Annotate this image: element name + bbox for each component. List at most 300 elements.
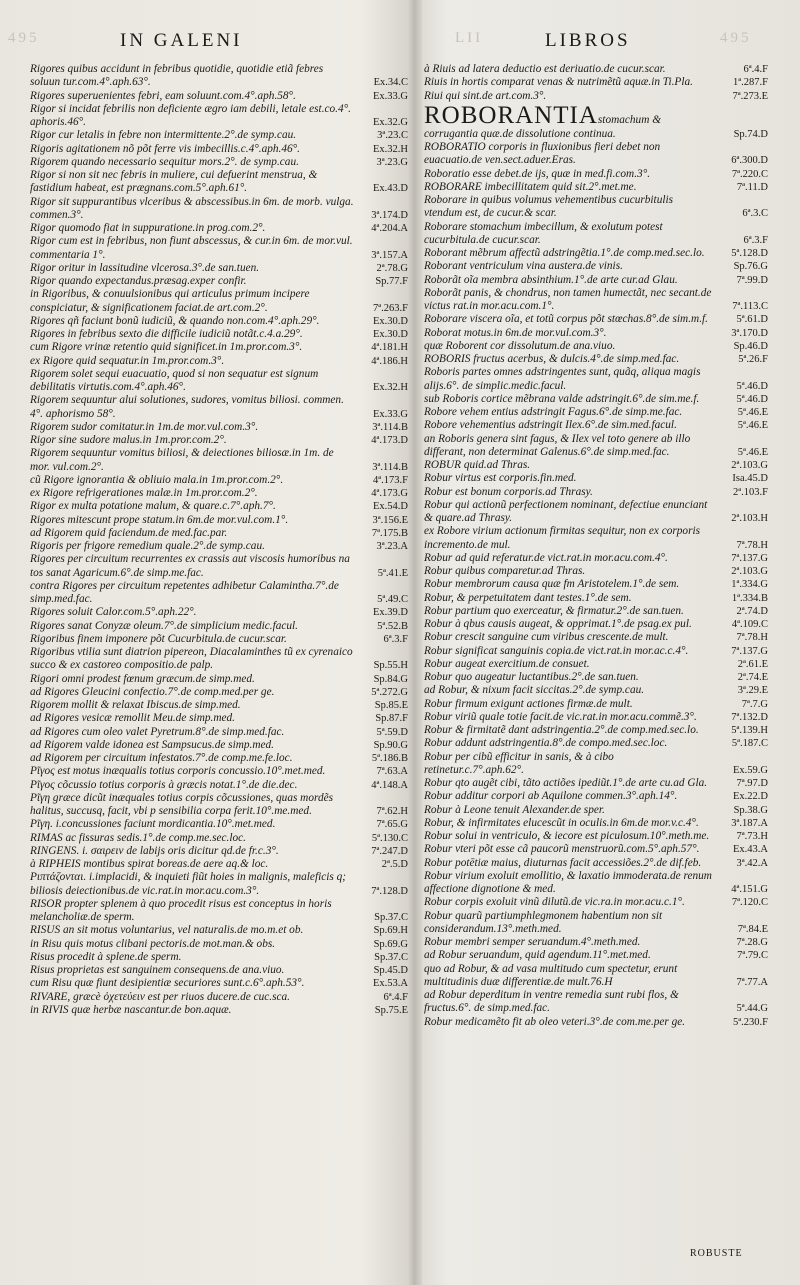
index-entry-text: Rigor sine sudore malus.in 1m.pror.com.2°.	[30, 434, 227, 446]
index-entry-text: Robur significat sanguinis copia.de vict.rat.in mor.ac.c.4°.	[424, 644, 689, 657]
index-entry-reference: 3ª.23.C	[377, 130, 408, 142]
index-entry	[30, 368, 408, 395]
index-entry-reference: 4ª.173.F	[373, 474, 408, 486]
index-entry	[424, 618, 768, 631]
index-entry-text: Robur virtus est corporis.fin.med.	[424, 472, 577, 485]
index-entry-text: Rigores mitescunt prope statum.in 6m.de mor.vul.com.1°.	[30, 513, 289, 526]
index-entry	[424, 684, 768, 697]
index-entry-text: Roborare stomachum imbecillum, & exolutum potest cucurbitula.de cucur.scar.	[424, 220, 663, 246]
index-entry	[30, 355, 408, 368]
index-entry-text: Rigorem sequuntur alui solutiones, sudores, vomitus biliosi. commen. 4°. aphorismo 58°.	[30, 394, 344, 420]
index-entry	[30, 262, 408, 275]
index-entry	[30, 527, 408, 540]
index-entry	[424, 393, 768, 406]
index-entry-text: Rigores soluit Calor.com.5°.aph.22°.	[30, 606, 197, 619]
bleed-through-left: 495	[8, 30, 40, 46]
catchword: ROBUSTE	[690, 1248, 743, 1259]
index-entry-reference: 5ª.26.F	[738, 354, 768, 365]
index-entry-text: Robur viriũ quale totie facit.de vic.rat.in mor.acu.commẽ.3°.	[424, 710, 697, 723]
page-gutter	[408, 0, 422, 1285]
index-entry-reference: 5ª.46.E	[737, 420, 768, 432]
index-entry-reference: 4ª.148.A	[371, 779, 408, 791]
index-entry	[30, 871, 408, 898]
index-entry-reference: 5ª.61.D	[736, 314, 768, 326]
index-entry	[30, 991, 408, 1004]
index-entry	[30, 765, 408, 778]
index-entry-reference: 3ª.170.D	[731, 327, 768, 339]
bleed-through-center: LII	[455, 30, 484, 46]
index-entry	[30, 328, 408, 341]
index-entry	[424, 194, 768, 221]
index-entry	[424, 578, 768, 591]
index-entry-reference: 5ª.128.D	[731, 248, 768, 259]
index-entry-text: à Riuis ad latera deductio est deriuatio.de cucur.scar.	[424, 63, 666, 75]
index-entry-reference: Sp.38.G	[733, 804, 768, 816]
index-entry-text: Robur membri semper seruandum.4°.meth.med.	[424, 936, 641, 948]
index-entry-text: quæ Roborent cor dissolutum.de ana.viuo.	[424, 339, 616, 352]
index-entry-reference: 3ª.157.A	[371, 249, 408, 261]
index-entry	[424, 327, 768, 340]
index-entry	[424, 936, 768, 949]
index-entry-reference: 7ª.63.A	[376, 766, 408, 778]
index-entry-reference: 3ª.156.E	[372, 514, 408, 526]
index-entry	[424, 340, 768, 353]
index-entry-reference: Ex.30.D	[373, 329, 408, 340]
index-entry	[30, 288, 408, 315]
index-entry-reference: 5ª.52.B	[377, 620, 408, 632]
index-entry-reference: Ex.59.G	[733, 764, 768, 776]
index-entry	[424, 724, 768, 737]
index-entry-text: ex Robore virium actionum firmitas sequitur, non ex corporis incremento.de mul.	[424, 525, 701, 551]
index-entry	[424, 896, 768, 909]
index-entry-text: Robore vehementius adstringit Ilex.6°.de sim.med.facul.	[424, 419, 677, 432]
index-entry-text: ad Rigores Gleucini confectio.7°.de comp.med.per ge.	[30, 685, 275, 698]
index-entry-text: Robore vehem entius adstringit Fagus.6°.de simp.me.fac.	[424, 406, 683, 418]
index-entry-reference: 4ª.204.A	[371, 223, 408, 234]
index-entry	[424, 103, 768, 141]
index-entry-reference: 7ª.128.D	[371, 885, 408, 897]
index-entry	[424, 989, 768, 1016]
index-entry-reference: 1ª.334.G	[731, 579, 768, 591]
index-entry	[424, 313, 768, 326]
index-entry	[30, 580, 408, 607]
index-entry-text: Rigori omni prodest fœnum græcum.de simp.med.	[30, 672, 255, 685]
index-entry	[30, 143, 408, 156]
index-entry-reference: 3ª.23.G	[376, 156, 408, 168]
index-entry-text: cũ Rigore ignorantia & obliuio mala.in 1m.pror.com.2°.	[30, 473, 284, 486]
index-entry	[30, 699, 408, 712]
index-entry-reference: 7ª.73.H	[736, 831, 768, 842]
index-entry-reference: 6ª.3.F	[743, 234, 768, 246]
index-entry-reference: 3ª.42.A	[736, 857, 768, 869]
index-entry	[424, 870, 768, 897]
index-entry	[30, 103, 408, 130]
index-entry-reference: Ex.43.A	[733, 844, 768, 856]
index-entry-text: Rigorem sudor comitatur.in 1m.de mor.vul.com.3°.	[30, 420, 259, 433]
index-entry-reference: 3ª.114.B	[372, 421, 408, 433]
index-entry-text: in Rigoribus, & conuulsionibus qui articulus primum incipere conspiciatur, & significationem faciat.de art.com.2°.	[30, 288, 310, 314]
index-entry-reference: 7ª.84.E	[737, 923, 768, 935]
index-entry-text: Rigor quomodo fiat in suppuratione.in prog.com.2°.	[30, 222, 266, 234]
index-entry-text: Risus procedit à splene.de sperm.	[30, 950, 182, 963]
index-entry	[30, 235, 408, 262]
index-entry-text: in RIVIS quæ herbæ nascantur.de bon.aquæ.	[30, 1003, 232, 1016]
index-entry	[424, 949, 768, 962]
index-entry-reference: 5ª.272.G	[371, 686, 408, 698]
index-entry-text: à RIPHEIS montibus spirat boreas.de aere aq.& loc.	[30, 858, 269, 870]
index-entry	[30, 222, 408, 235]
index-entry-reference: 7ª.273.E	[732, 90, 768, 102]
index-entry-reference: Ex.54.D	[373, 501, 408, 513]
index-entry	[30, 779, 408, 792]
index-entry	[424, 1016, 768, 1029]
index-entry-text: Robur addunt adstringentia.8°.de compo.med.sec.loc.	[424, 737, 668, 750]
index-entry-text: Riuis in hortis comparat venas & nutrimẽtũ aquæ.in Ti.Pla.	[424, 76, 693, 89]
index-entry-text: Rigor quando expectandus.præsag.exper confir.	[30, 275, 247, 287]
index-entry-reference: 7ª.62.H	[376, 806, 408, 817]
index-entry-reference: Sp.69.H	[373, 925, 408, 937]
index-entry	[30, 898, 408, 925]
index-entry-text: RINGENS. i. σαιρειν de labijs oris dicitur qd.de fr.c.3°.	[30, 844, 279, 857]
index-entry-reference: Sp.46.D	[733, 340, 768, 352]
index-entry-reference: 4ª.109.C	[731, 619, 768, 630]
index-entry	[30, 646, 408, 673]
index-entry	[30, 90, 408, 103]
index-entry	[30, 156, 408, 169]
index-entry-reference: 7ª.65.G	[376, 819, 408, 831]
index-entry-text: Roborare viscera oĩa, et totũ corpus põt stœchas.8°.de sim.m.f.	[424, 313, 708, 326]
index-entry-text: Robur, & perpetuitatem dant testes.1°.de sem.	[424, 591, 632, 604]
index-entry-reference: Ex.34.C	[373, 77, 408, 89]
index-entry	[424, 472, 768, 485]
index-entry-reference: 2ª.61.E	[737, 658, 768, 670]
index-entry-reference: 5ª.230.F	[733, 1016, 768, 1028]
index-entry-text: Rigor cur letalis in febre non intermittente.2°.de symp.cau.	[30, 129, 297, 142]
index-entry-text: ex Rigore quid sequatur.in 1m.pror.com.3°.	[30, 354, 225, 367]
index-entry-text: Robur est bonum corporis.ad Thrasy.	[424, 485, 593, 498]
index-entry-reference: Sp.76.G	[733, 261, 768, 273]
index-entry-text: RIVARE, græcè ὀχετεύειν est per riuos ducere.de cuc.sca.	[30, 990, 291, 1003]
index-entry	[424, 817, 768, 830]
index-entry	[424, 592, 768, 605]
index-entry-text: Rigor si incidat febrilis non deficiente ægro iam debili, letale est.co.4°. aphoris.46°.	[30, 102, 351, 128]
index-entry-reference: 5ª.130.C	[371, 832, 408, 844]
index-entry-text: Rigorem quando necessario sequitur mors.2°. de symp.cau.	[30, 155, 299, 168]
index-entry-text: Robur vteri põt esse cã paucorũ menstruorũ.com.5°.aph.57°.	[424, 843, 700, 856]
index-entry-reference: Ex.53.A	[373, 978, 408, 990]
index-entry-reference: 7ª.113.C	[732, 301, 768, 312]
index-entry-reference: Ex.32.G	[373, 117, 408, 128]
index-entry-reference: 7ª.28.G	[736, 937, 768, 948]
index-entry-reference: 7ª.77.A	[736, 976, 768, 988]
index-entry	[30, 977, 408, 990]
index-entry	[30, 938, 408, 951]
index-entry-reference: Sp.75.E	[374, 1004, 408, 1016]
index-entry-text: Ριπτάζονται. i.implacidi, & inquieti fiũt hoies in malignis, maleficis q; biliosis deiectionibus.de vic.rat.in mor.acu.com.3°.	[30, 871, 347, 897]
index-entry	[30, 169, 408, 196]
index-entry	[30, 951, 408, 964]
index-entry-reference: Sp.69.G	[373, 938, 408, 950]
index-entry-reference: 1ª.287.F	[733, 77, 768, 89]
index-entry	[424, 247, 768, 260]
index-entry	[30, 752, 408, 765]
index-entry-reference: 7ª.137.G	[731, 552, 768, 564]
index-entry-text: Roborare in quibus volumus vehementibus cucurbitulis vtendum est, de cucur.& scar.	[424, 194, 674, 220]
index-column-right	[424, 63, 768, 1029]
index-entry	[424, 459, 768, 472]
index-entry	[424, 631, 768, 644]
index-entry-reference: 7ª.263.F	[373, 302, 408, 314]
index-entry-text: ad Rigorem per circuitum infestatos.7°.de comp.me.fe.loc.	[30, 752, 293, 764]
index-entry-reference: 2ª.5.D	[381, 859, 408, 870]
index-entry-reference: Sp.84.G	[373, 673, 408, 685]
index-entry-reference: 7ª.137.G	[731, 645, 768, 657]
index-entry	[424, 63, 768, 76]
index-entry-text: Robur corpis exoluit vinũ dilutũ.de vic.ra.in mor.acu.c.1°.	[424, 896, 685, 909]
index-entry	[424, 181, 768, 194]
index-entry-text: RIMAS ac fissuras sedis.1°.de comp.me.sec.loc.	[30, 831, 246, 844]
index-entry-text: ad Rigores cum oleo valet Pyretrum.8°.de simp.med.fac.	[30, 725, 285, 738]
index-entry-text: RISOR propter splenem à quo procedit risus est conceptus in horis melancholiæ.de sperm.	[30, 897, 332, 923]
index-entry-reference: 1ª.334.B	[731, 592, 768, 604]
index-entry-reference: 7ª.7.G	[741, 698, 768, 710]
index-entry	[424, 804, 768, 817]
index-entry-reference: 6ª.4.F	[743, 64, 768, 75]
index-entry-text: ad Rigorem valde idonea est Sampsucus.de simp.med.	[30, 738, 274, 751]
index-entry-text: Robur qto augẽt cibi, tãto actiões ipediũt.1°.de arte cu.ad Gla.	[424, 777, 708, 789]
index-entry-text: Rigorem mollit & relaxat Ibiscus.de simp.med.	[30, 699, 241, 711]
index-entry	[424, 552, 768, 565]
index-entry-reference: Sp.87.F	[375, 713, 408, 725]
index-entry-text: an Roboris genera sint fagus, & Ilex vel toto genere ab illo differant, non determinat Galenus.6°.de simp.med.fac.	[424, 432, 691, 458]
index-entry	[30, 633, 408, 646]
index-entry-reference: 2ª.78.G	[376, 262, 408, 274]
index-entry-text: Robur quo augeatur luctantibus.2°.de san.tuen.	[424, 671, 639, 683]
index-entry-text: Rigorem sequuntur vomitus biliosi, & deiectiones biliosæ.in 1m. de mor. vul.com.2°.	[30, 447, 334, 473]
index-entry-text: Roboratio esse debet.de ijs, quæ in med.fi.com.3°.	[424, 167, 651, 180]
index-entry	[30, 129, 408, 142]
index-entry	[30, 315, 408, 328]
index-entry-text: Roborãt oĩa membra absinthium.1°.de arte cur.ad Glau.	[424, 273, 678, 286]
index-entry-text: Rigoribus finem imponere põt Cucurbitula.de cucur.scar.	[30, 632, 287, 645]
index-entry-reference: 3ª.114.B	[372, 461, 408, 473]
index-entry-reference: 3ª.187.A	[731, 817, 768, 829]
index-entry-text: Roborant mẽbrum affectũ adstringẽtia.1°.de comp.med.sec.lo.	[424, 247, 705, 259]
index-entry	[424, 910, 768, 937]
index-entry	[424, 353, 768, 366]
index-entry-text: ex Rigore refrigerationes malæ.in 1m.pror.com.2°.	[30, 487, 258, 499]
index-entry-text: Robur solui in ventriculo, & iecore est piculosum.10°.meth.me.	[424, 830, 710, 842]
index-entry-reference: 7ª.99.D	[736, 274, 768, 286]
index-entry	[424, 565, 768, 578]
index-entry-text: Rigor cum est in febribus, non fiunt abscessus, & cur.in 6m. de mor.vul. commentaria 1°.	[30, 235, 353, 261]
index-entry-reference: 4ª.151.G	[731, 884, 768, 895]
index-entry-reference: 7ª.175.B	[371, 527, 408, 539]
index-entry-reference: Ex.39.D	[373, 607, 408, 619]
index-entry-text: Robur quarũ partiumphlegmonem habentium non sit considerandum.13°.meth.med.	[424, 909, 663, 935]
index-entry	[30, 63, 408, 90]
index-entry-text: Roborant ventriculum vina austera.de vinis.	[424, 260, 623, 273]
index-entry-text: Robur, & infirmitates elucescũt in oculis.in 6m.de mor.v.c.4°.	[424, 816, 699, 829]
index-entry-reference: Sp.37.C	[374, 951, 408, 963]
index-entry-reference: Sp.74.D	[733, 128, 768, 140]
index-entry	[424, 751, 768, 778]
index-entry-text: Robur à Leone tenuit Alexander.de sper.	[424, 803, 605, 816]
index-entry-reference: 4ª.181.H	[371, 342, 408, 354]
index-entry-text: Rigor oritur in lassitudine vlcerosa.3°.de san.tuen.	[30, 261, 260, 274]
index-entry-text: ad Rigorem quid faciendum.de med.fac.par.	[30, 526, 228, 539]
index-entry-reference: Sp.77.F	[375, 276, 408, 287]
index-entry	[30, 394, 408, 421]
index-entry	[30, 924, 408, 937]
index-entry-reference: 4ª.173.G	[371, 488, 408, 499]
index-entry	[30, 196, 408, 223]
index-entry-reference: 5ª.49.C	[377, 594, 408, 605]
index-entry-text: Robur quibus comparetur.ad Thras.	[424, 565, 586, 577]
index-entry-text: cum Risu quæ fiunt desipientiæ securiores sunt.c.6°.aph.53°.	[30, 977, 305, 990]
index-entry	[424, 525, 768, 552]
index-entry-reference: 3ª.29.E	[737, 685, 768, 697]
index-entry-text: Rigores qñ faciunt bonũ iudiciũ, & quando non.com.4°.aph.29°.	[30, 314, 320, 327]
index-entry	[424, 419, 768, 432]
index-entry-reference: 7ª.247.D	[371, 845, 408, 857]
index-entry-reference: Isa.45.D	[732, 473, 768, 485]
index-entry-text: Ρῖγη græce dicũt inæquales totius corpis cõcussiones, quas mordẽs halitus, succusq, facit, vbi p sensibilia corpa ferit.10°.me.med.	[30, 791, 334, 817]
index-entry-text: quo ad Robur, & ad vasa multitudo cum spectetur, erunt multitudinis duæ differentiæ.de mult.76.H	[424, 962, 678, 988]
index-entry-text: sub Roboris cortice mẽbrana valde adstringit.6°.de sim.me.f.	[424, 392, 700, 405]
index-entry-text: Robur membrorum causa quæ fm Aristotelem.1°.de sem.	[424, 578, 680, 591]
index-entry	[30, 620, 408, 633]
index-entry-text: Roborat motus.in 6m.de mor.vul.com.3°.	[424, 326, 607, 339]
index-entry-text: Rigoris per frigore remedium quale.2°.de symp.cau.	[30, 540, 265, 552]
index-entry-reference: 5ª.186.B	[371, 753, 408, 764]
index-column-left	[30, 63, 408, 1017]
index-entry	[30, 739, 408, 752]
index-entry-text: ROBORATIO corporis in fluxionibus fieri debet non euacuatio.de ven.sect.aduer.Eras.	[424, 141, 661, 167]
index-entry-reference: 3ª.23.A	[376, 541, 408, 552]
index-entry-text: ROBORIS fructus acerbus, & dulcis.4°.de simp.med.fac.	[424, 353, 680, 365]
index-entry	[30, 341, 408, 354]
index-entry	[30, 712, 408, 725]
index-entry-reference: 6ª.3.F	[383, 633, 408, 645]
index-entry	[30, 487, 408, 500]
index-entry	[424, 76, 768, 89]
index-entry	[30, 553, 408, 580]
index-entry	[30, 964, 408, 977]
index-entry-text: Rigoribus vtilia sunt diatrion pipereon, Diacalaminthes tũ ex cyrenaico succo & ex castoreo compositio.de palp.	[30, 646, 353, 672]
index-entry	[30, 500, 408, 513]
index-entry-reference: 4ª.173.D	[371, 435, 408, 446]
index-entry	[424, 260, 768, 273]
index-entry-text: Robur ad quid referatur.de vict.rat.in mor.acu.com.4°.	[424, 551, 668, 564]
index-entry-text: Robur per cibũ efficitur in sanis, & à cibo retinetur.c.7°.aph.62°.	[424, 750, 614, 776]
index-entry	[424, 790, 768, 803]
index-entry-text: ROBUR quid.ad Thras.	[424, 459, 531, 471]
index-entry-reference: 2ª.103.F	[733, 486, 768, 498]
index-entry-text: Risus proprietas est sanguinem consequens.de ana.viuo.	[30, 964, 285, 976]
index-entry	[30, 474, 408, 487]
index-entry	[30, 818, 408, 831]
index-entry-text: Riui qui sint.de art.com.3°.	[424, 89, 547, 102]
index-entry-text: Rigor si non sit nec febris in muliere, cui defuerint menstrua, & fastidium habeat, est prægnans.com.5°.aph.61°.	[30, 169, 318, 195]
index-entry-reference: 7ª.97.D	[736, 778, 768, 789]
index-entry-text: Robur firmum exigunt actiones firmæ.de mult.	[424, 697, 633, 710]
index-entry	[424, 366, 768, 393]
index-entry-text: Robur & firmitatẽ dant adstringentia.2°.de comp.med.sec.lo.	[424, 724, 699, 736]
index-entry-text: stomachum & corrugantia quæ.de dissolutione continua.	[424, 113, 661, 140]
index-entry-text: Rigor sit suppurantibus vlceribus & abscessibus.in 6m. de morb. vulga. commen.3°.	[30, 195, 354, 221]
index-entry	[424, 857, 768, 870]
index-entry-text: Robur partium quo exerceatur, & firmatur.2°.de san.tuen.	[424, 604, 684, 617]
index-entry	[424, 777, 768, 790]
index-entry-text: Robur virium exoluit emollitio, & laxatio immoderata.de renum affectione dignotione & med.	[424, 869, 712, 895]
index-entry	[30, 275, 408, 288]
index-entry-reference: 5ª.139.H	[731, 725, 768, 736]
index-entry	[30, 540, 408, 553]
index-entry	[424, 406, 768, 419]
index-entry	[424, 737, 768, 750]
index-entry-reference: 2ª.103.H	[731, 513, 768, 524]
index-entry	[424, 843, 768, 856]
index-entry-reference: Sp.37.C	[374, 912, 408, 923]
index-entry	[30, 858, 408, 871]
index-entry	[424, 221, 768, 248]
index-entry	[30, 845, 408, 858]
index-entry-reference: Ex.33.G	[373, 408, 408, 420]
index-entry-reference: Ex.43.D	[373, 183, 408, 195]
index-entry-text: cum Rigore vrinæ retentio quid significet.in 1m.pror.com.3°.	[30, 341, 303, 354]
index-entry	[424, 671, 768, 684]
index-entry	[424, 499, 768, 526]
index-entry-text: ad Robur seruandum, quid agendum.11°.met.med.	[424, 949, 651, 962]
index-entry	[424, 645, 768, 658]
index-entry-text: ROBORARE imbecillitatem quid sit.2°.met.me.	[424, 180, 637, 193]
index-entry	[30, 686, 408, 699]
index-entry-reference: Sp.45.D	[373, 965, 408, 976]
index-entry-text: Rigorem solet sequi euacuatio, quod si non sequatur est signum debilitatis virtutis.com.4°.aph.46°.	[30, 367, 319, 393]
index-entry-reference: 7ª.120.C	[731, 897, 768, 909]
index-entry-reference: 2ª.103.G	[731, 566, 768, 577]
index-entry-text: Ρῖγος cõcussio totius corporis à græcis notat.1°.de die.dec.	[30, 778, 298, 791]
index-entry	[424, 486, 768, 499]
index-entry-reference: Sp.85.E	[374, 700, 408, 711]
index-entry-reference: 2ª.103.G	[731, 460, 768, 471]
index-entry-text: Robur augeat exercitium.de consuet.	[424, 657, 590, 670]
index-entry-text: RISUS an sit motus voluntarius, vel naturalis.de mo.m.et ob.	[30, 924, 304, 937]
index-entry-text: Roboris partes omnes adstringentes sunt, quãq, aliqua magis alijs.6°. de simplic.medic.facul.	[424, 366, 701, 392]
index-entry-reference: 5ª.59.D	[376, 726, 408, 738]
index-entry-text: Robur qui actionũ perfectionem nominant, defectiue enunciant & quare.ad Thrasy.	[424, 498, 708, 524]
index-entry-text: ad Rigores vesicæ remollit Meu.de simp.med.	[30, 712, 235, 725]
index-entry-reference: 7ª.79.C	[737, 950, 768, 962]
index-entry	[424, 90, 768, 103]
index-entry	[30, 514, 408, 527]
index-entry-text: Rigores per circuitum recurrentes ex crassis aut viscosis humoribus na tos sanat Agaricum.6°.de simp.me.fac.	[30, 553, 350, 579]
index-entry-reference: Sp.55.H	[373, 660, 408, 672]
index-entry	[424, 698, 768, 711]
index-entry-text: Ρῖγος est motus inæqualis totius corporis concussio.10°.met.med.	[30, 765, 326, 778]
index-entry	[30, 832, 408, 845]
index-entry	[424, 168, 768, 181]
index-entry-text: Ρῖγη. i.concussiones faciunt mordicantia.10°.met.med.	[30, 818, 276, 831]
index-entry-reference: 2ª.74.E	[737, 672, 768, 683]
index-entry	[424, 963, 768, 990]
index-entry-text: Robur potētiæ maius, diuturnas facit accessiões.2°.de dif.feb.	[424, 856, 702, 869]
index-entry	[424, 830, 768, 843]
index-entry-reference: 7ª.220.C	[731, 168, 768, 180]
index-entry	[424, 658, 768, 671]
index-entry	[424, 274, 768, 287]
